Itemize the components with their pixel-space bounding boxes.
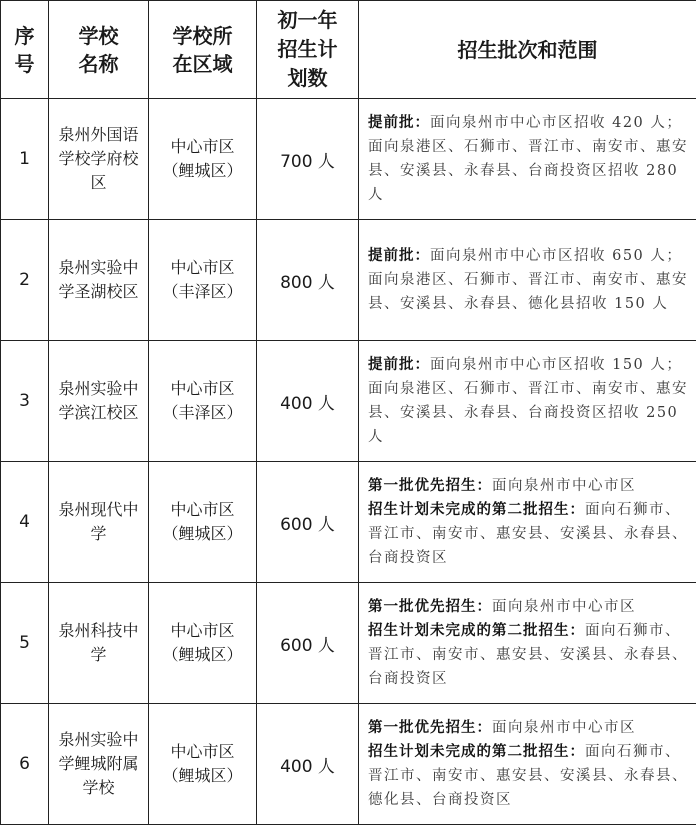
scope-label: 第一批优先招生：: [368, 477, 492, 494]
row-index: 1: [1, 99, 49, 220]
enrollment-count: 700 人: [257, 99, 359, 220]
school-name: 泉州现代中学: [49, 462, 149, 583]
scope-paragraph: [368, 595, 690, 619]
scope-paragraph: [368, 244, 690, 268]
row-index: 6: [1, 704, 49, 825]
admission-scope: [359, 220, 696, 341]
scope-text: 面向石狮市、晋江市、南安市、惠安县、安溪县、永春县、德化县、台商投资区: [368, 744, 688, 808]
row-index: 3: [1, 341, 49, 462]
scope-text: 面向泉州市中心市区招收 650 人；: [430, 248, 683, 264]
scope-label: 招生计划未完成的第二批招生：: [368, 622, 585, 639]
enrollment-count: 400 人: [257, 704, 359, 825]
scope-text: 面向泉州市中心市区: [492, 599, 636, 615]
table-row: [1, 704, 696, 825]
scope-paragraph: [368, 135, 690, 207]
area-district: （鲤城区）: [162, 766, 243, 785]
header-row: [1, 1, 696, 99]
admission-scope: [359, 341, 696, 462]
school-area: [149, 341, 257, 462]
scope-text: 面向石狮市、晋江市、南安市、惠安县、安溪县、永春县、台商投资区: [368, 623, 688, 687]
scope-text: 面向泉港区、石狮市、晋江市、南安市、惠安县、安溪县、永春县、台商投资区招收 280 人: [368, 139, 688, 203]
scope-paragraph: [368, 268, 690, 316]
scope-text: 面向泉州市中心市区: [492, 478, 636, 494]
area-district: （丰泽区）: [162, 282, 243, 301]
school-name: 泉州实验中学圣湖校区: [49, 220, 149, 341]
scope-label: 提前批：: [368, 247, 430, 264]
header-area: 学校所在区域: [149, 1, 257, 99]
admission-scope: [359, 583, 696, 704]
scope-paragraph: [368, 740, 690, 812]
admission-scope: [359, 99, 696, 220]
scope-label: 第一批优先招生：: [368, 719, 492, 736]
table-row: [1, 99, 696, 220]
school-name: 泉州实验中学滨江校区: [49, 341, 149, 462]
scope-label: 提前批：: [368, 114, 430, 131]
scope-paragraph: [368, 353, 690, 377]
scope-text: 面向石狮市、晋江市、南安市、惠安县、安溪县、永春县、台商投资区: [368, 502, 688, 566]
scope-text: 面向泉州市中心市区招收 150 人；: [430, 357, 683, 373]
header-name: 学校名称: [49, 1, 149, 99]
enrollment-count: 400 人: [257, 341, 359, 462]
area-main: 中心市区: [170, 379, 235, 398]
scope-label: 招生计划未完成的第二批招生：: [368, 501, 585, 518]
scope-label: 第一批优先招生：: [368, 598, 492, 615]
table-row: [1, 462, 696, 583]
scope-text: 面向泉州市中心市区招收 420 人；: [430, 115, 683, 131]
scope-paragraph: [368, 377, 690, 449]
scope-paragraph: [368, 498, 690, 570]
school-name: 泉州实验中学鲤城附属学校: [49, 704, 149, 825]
scope-paragraph: [368, 111, 690, 135]
row-index: 5: [1, 583, 49, 704]
header-scope: 招生批次和范围: [359, 1, 696, 99]
row-index: 2: [1, 220, 49, 341]
area-main: 中心市区: [170, 500, 235, 519]
school-area: [149, 704, 257, 825]
area-main: 中心市区: [170, 137, 235, 156]
enrollment-count: 600 人: [257, 583, 359, 704]
area-district: （丰泽区）: [162, 403, 243, 422]
scope-text: 面向泉港区、石狮市、晋江市、南安市、惠安县、安溪县、永春县、德化县招收 150 人: [368, 272, 688, 312]
row-index: 4: [1, 462, 49, 583]
school-area: [149, 462, 257, 583]
school-name: 泉州科技中学: [49, 583, 149, 704]
scope-paragraph: [368, 619, 690, 691]
admission-scope: [359, 462, 696, 583]
scope-text: 面向泉州市中心市区: [492, 720, 636, 736]
school-name: 泉州外国语学校学府校区: [49, 99, 149, 220]
enrollment-count: 800 人: [257, 220, 359, 341]
scope-label: 提前批：: [368, 356, 430, 373]
school-area: [149, 99, 257, 220]
scope-label: 招生计划未完成的第二批招生：: [368, 743, 585, 760]
area-main: 中心市区: [170, 742, 235, 761]
area-district: （鲤城区）: [162, 645, 243, 664]
school-area: [149, 583, 257, 704]
enrollment-count: 600 人: [257, 462, 359, 583]
school-area: [149, 220, 257, 341]
area-district: （鲤城区）: [162, 524, 243, 543]
header-index: 序号: [1, 1, 49, 99]
area-district: （鲤城区）: [162, 161, 243, 180]
area-main: 中心市区: [170, 258, 235, 277]
scope-paragraph: [368, 716, 690, 740]
scope-paragraph: [368, 474, 690, 498]
admission-scope: [359, 704, 696, 825]
table-row: [1, 583, 696, 704]
scope-text: 面向泉港区、石狮市、晋江市、南安市、惠安县、安溪县、永春县、台商投资区招收 250 人: [368, 381, 688, 445]
header-count: 初一年招生计划数: [257, 1, 359, 99]
table-row: [1, 220, 696, 341]
area-main: 中心市区: [170, 621, 235, 640]
table-row: [1, 341, 696, 462]
